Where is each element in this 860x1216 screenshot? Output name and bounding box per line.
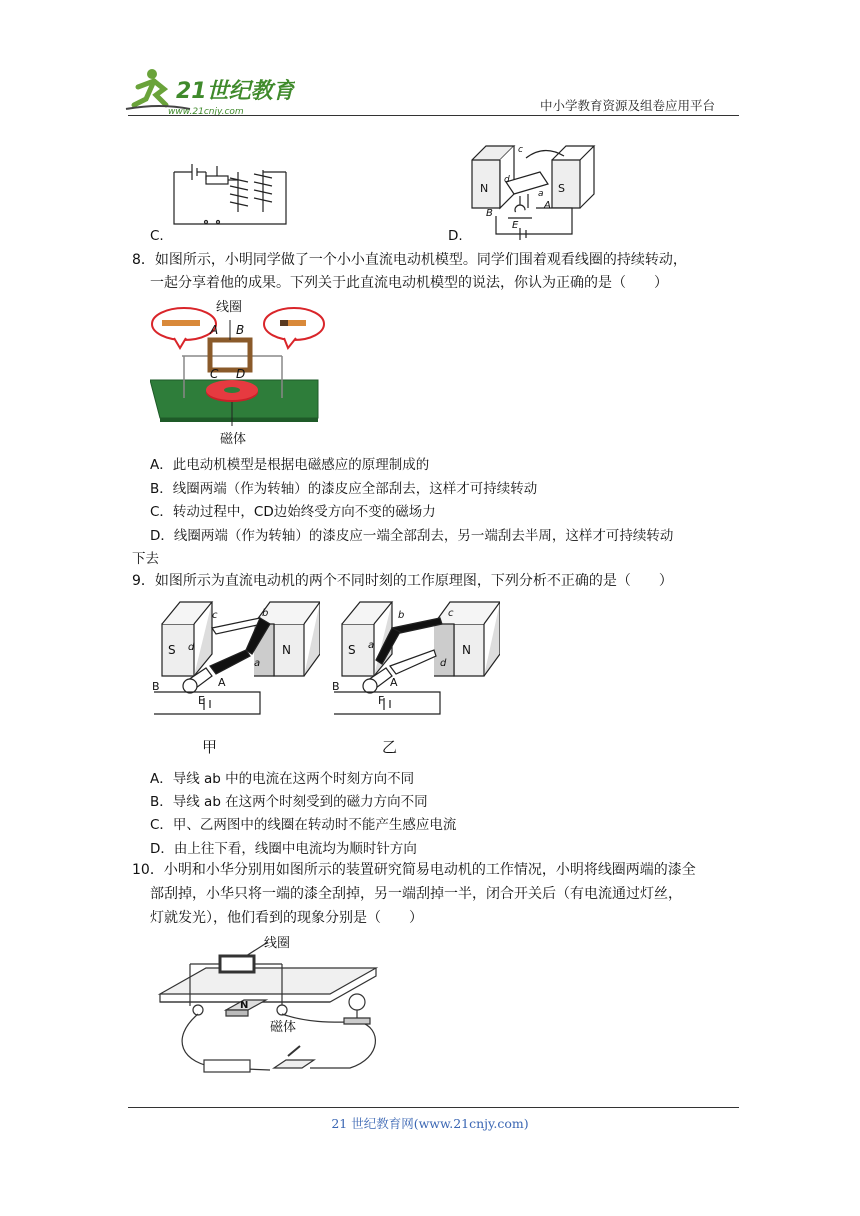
svg-text:E: E	[198, 694, 205, 707]
q9-option-b[interactable]: B．导线 ab 在这两个时刻受到的磁力方向不同	[150, 794, 428, 810]
footer-divider	[128, 1107, 739, 1108]
svg-text:E: E	[512, 220, 519, 231]
q8-option-c[interactable]: C．转动过程中，CD边始终受方向不变的磁场力	[150, 504, 436, 520]
svg-text:d: d	[188, 642, 195, 653]
svg-text:b: b	[262, 608, 269, 619]
q9-figure-yi-label: 乙	[382, 738, 398, 756]
svg-text:A: A	[544, 200, 551, 211]
q8-stem-line2: 一起分享着他的成果。下列关于此直流电动机模型的说法，你认为正确的是（ ）	[150, 275, 668, 291]
header-platform-text: 中小学教育资源及组卷应用平台	[540, 98, 716, 113]
figure-option-c	[166, 152, 296, 236]
q9-stem: 9．如图所示为直流电动机的两个不同时刻的工作原理图，下列分析不正确的是（ ）	[132, 573, 673, 589]
q9-figure-yi	[330, 594, 500, 726]
footer-site-link[interactable]: 21 世纪教育网(www.21cnjy.com)	[331, 1116, 529, 1131]
svg-text:F: F	[378, 694, 385, 707]
svg-text:N: N	[480, 182, 489, 195]
q8-option-a[interactable]: A．此电动机模型是根据电磁感应的原理制成的	[150, 457, 430, 473]
q9-figure-jia-label: 甲	[202, 738, 218, 756]
svg-text:A: A	[210, 323, 219, 337]
svg-text:B: B	[152, 680, 160, 693]
q10-stem-line2: 部刮掉，小华只将一端的漆全刮掉，另一端刮掉一半，闭合开关后（有电流通过灯丝，	[150, 886, 682, 902]
q8-magnet-label: 磁体	[220, 432, 247, 447]
svg-text:c: c	[518, 145, 523, 155]
svg-text:c: c	[448, 608, 454, 619]
q8-coil-label: 线圈	[216, 300, 243, 315]
q9-figure-jia	[150, 594, 320, 726]
svg-text:a: a	[368, 640, 375, 651]
q8-stem-line1: 8．如图所示，小明同学做了一个小小直流电动机模型。同学们围着观看线圈的持续转动，	[132, 252, 687, 268]
q10-n-pole-label: N	[240, 1000, 249, 1011]
q8-option-d-line1[interactable]: D．线圈两端（作为转轴）的漆皮应一端全部刮去，另一端刮去半周，这样才可持续转动	[150, 528, 674, 544]
header-divider	[128, 115, 739, 116]
q8-option-d-line2: 下去	[132, 551, 159, 567]
svg-text:B: B	[332, 680, 340, 693]
svg-text:d: d	[440, 658, 447, 669]
svg-text:a: a	[538, 189, 544, 199]
option-c-label: C.	[150, 228, 164, 244]
svg-text:N: N	[462, 643, 471, 657]
svg-text:A: A	[390, 676, 398, 689]
svg-text:B: B	[236, 323, 245, 337]
logo-main-text: 21世纪教育	[176, 79, 295, 104]
svg-text:D: D	[236, 367, 246, 381]
svg-text:A: A	[218, 676, 226, 689]
q10-coil-label: 线圈	[264, 936, 291, 951]
svg-text:C: C	[210, 367, 219, 381]
svg-text:N: N	[282, 643, 291, 657]
svg-text:S: S	[558, 182, 565, 195]
svg-text:d: d	[504, 175, 510, 185]
figure-option-d	[468, 138, 598, 244]
q9-option-c[interactable]: C．甲、乙两图中的线圈在转动时不能产生感应电流	[150, 817, 457, 833]
logo-sub-text: www.21cnjy.com	[168, 107, 244, 117]
q8-option-b[interactable]: B．线圈两端（作为转轴）的漆皮应全部刮去，这样才可持续转动	[150, 481, 538, 497]
q10-magnet-label: 磁体	[270, 1020, 297, 1035]
svg-text:S: S	[348, 643, 356, 657]
svg-text:a: a	[254, 658, 261, 669]
q10-stem-line1: 10．小明和小华分别用如图所示的装置研究简易电动机的工作情况，小明将线圈两端的漆全	[132, 862, 696, 878]
q9-option-a[interactable]: A．导线 ab 中的电流在这两个时刻方向不同	[150, 771, 415, 787]
site-logo	[120, 65, 295, 120]
svg-text:B: B	[486, 208, 493, 219]
q10-stem-line3: 灯就发光），他们看到的现象分别是（ ）	[150, 910, 423, 926]
svg-text:S: S	[168, 643, 176, 657]
svg-text:c: c	[212, 610, 218, 621]
svg-text:b: b	[398, 610, 405, 621]
q9-option-d[interactable]: D．由上往下看，线圈中电流均为顺时针方向	[150, 841, 417, 857]
q10-apparatus-figure	[150, 928, 388, 1082]
option-d-label: D.	[448, 228, 463, 244]
